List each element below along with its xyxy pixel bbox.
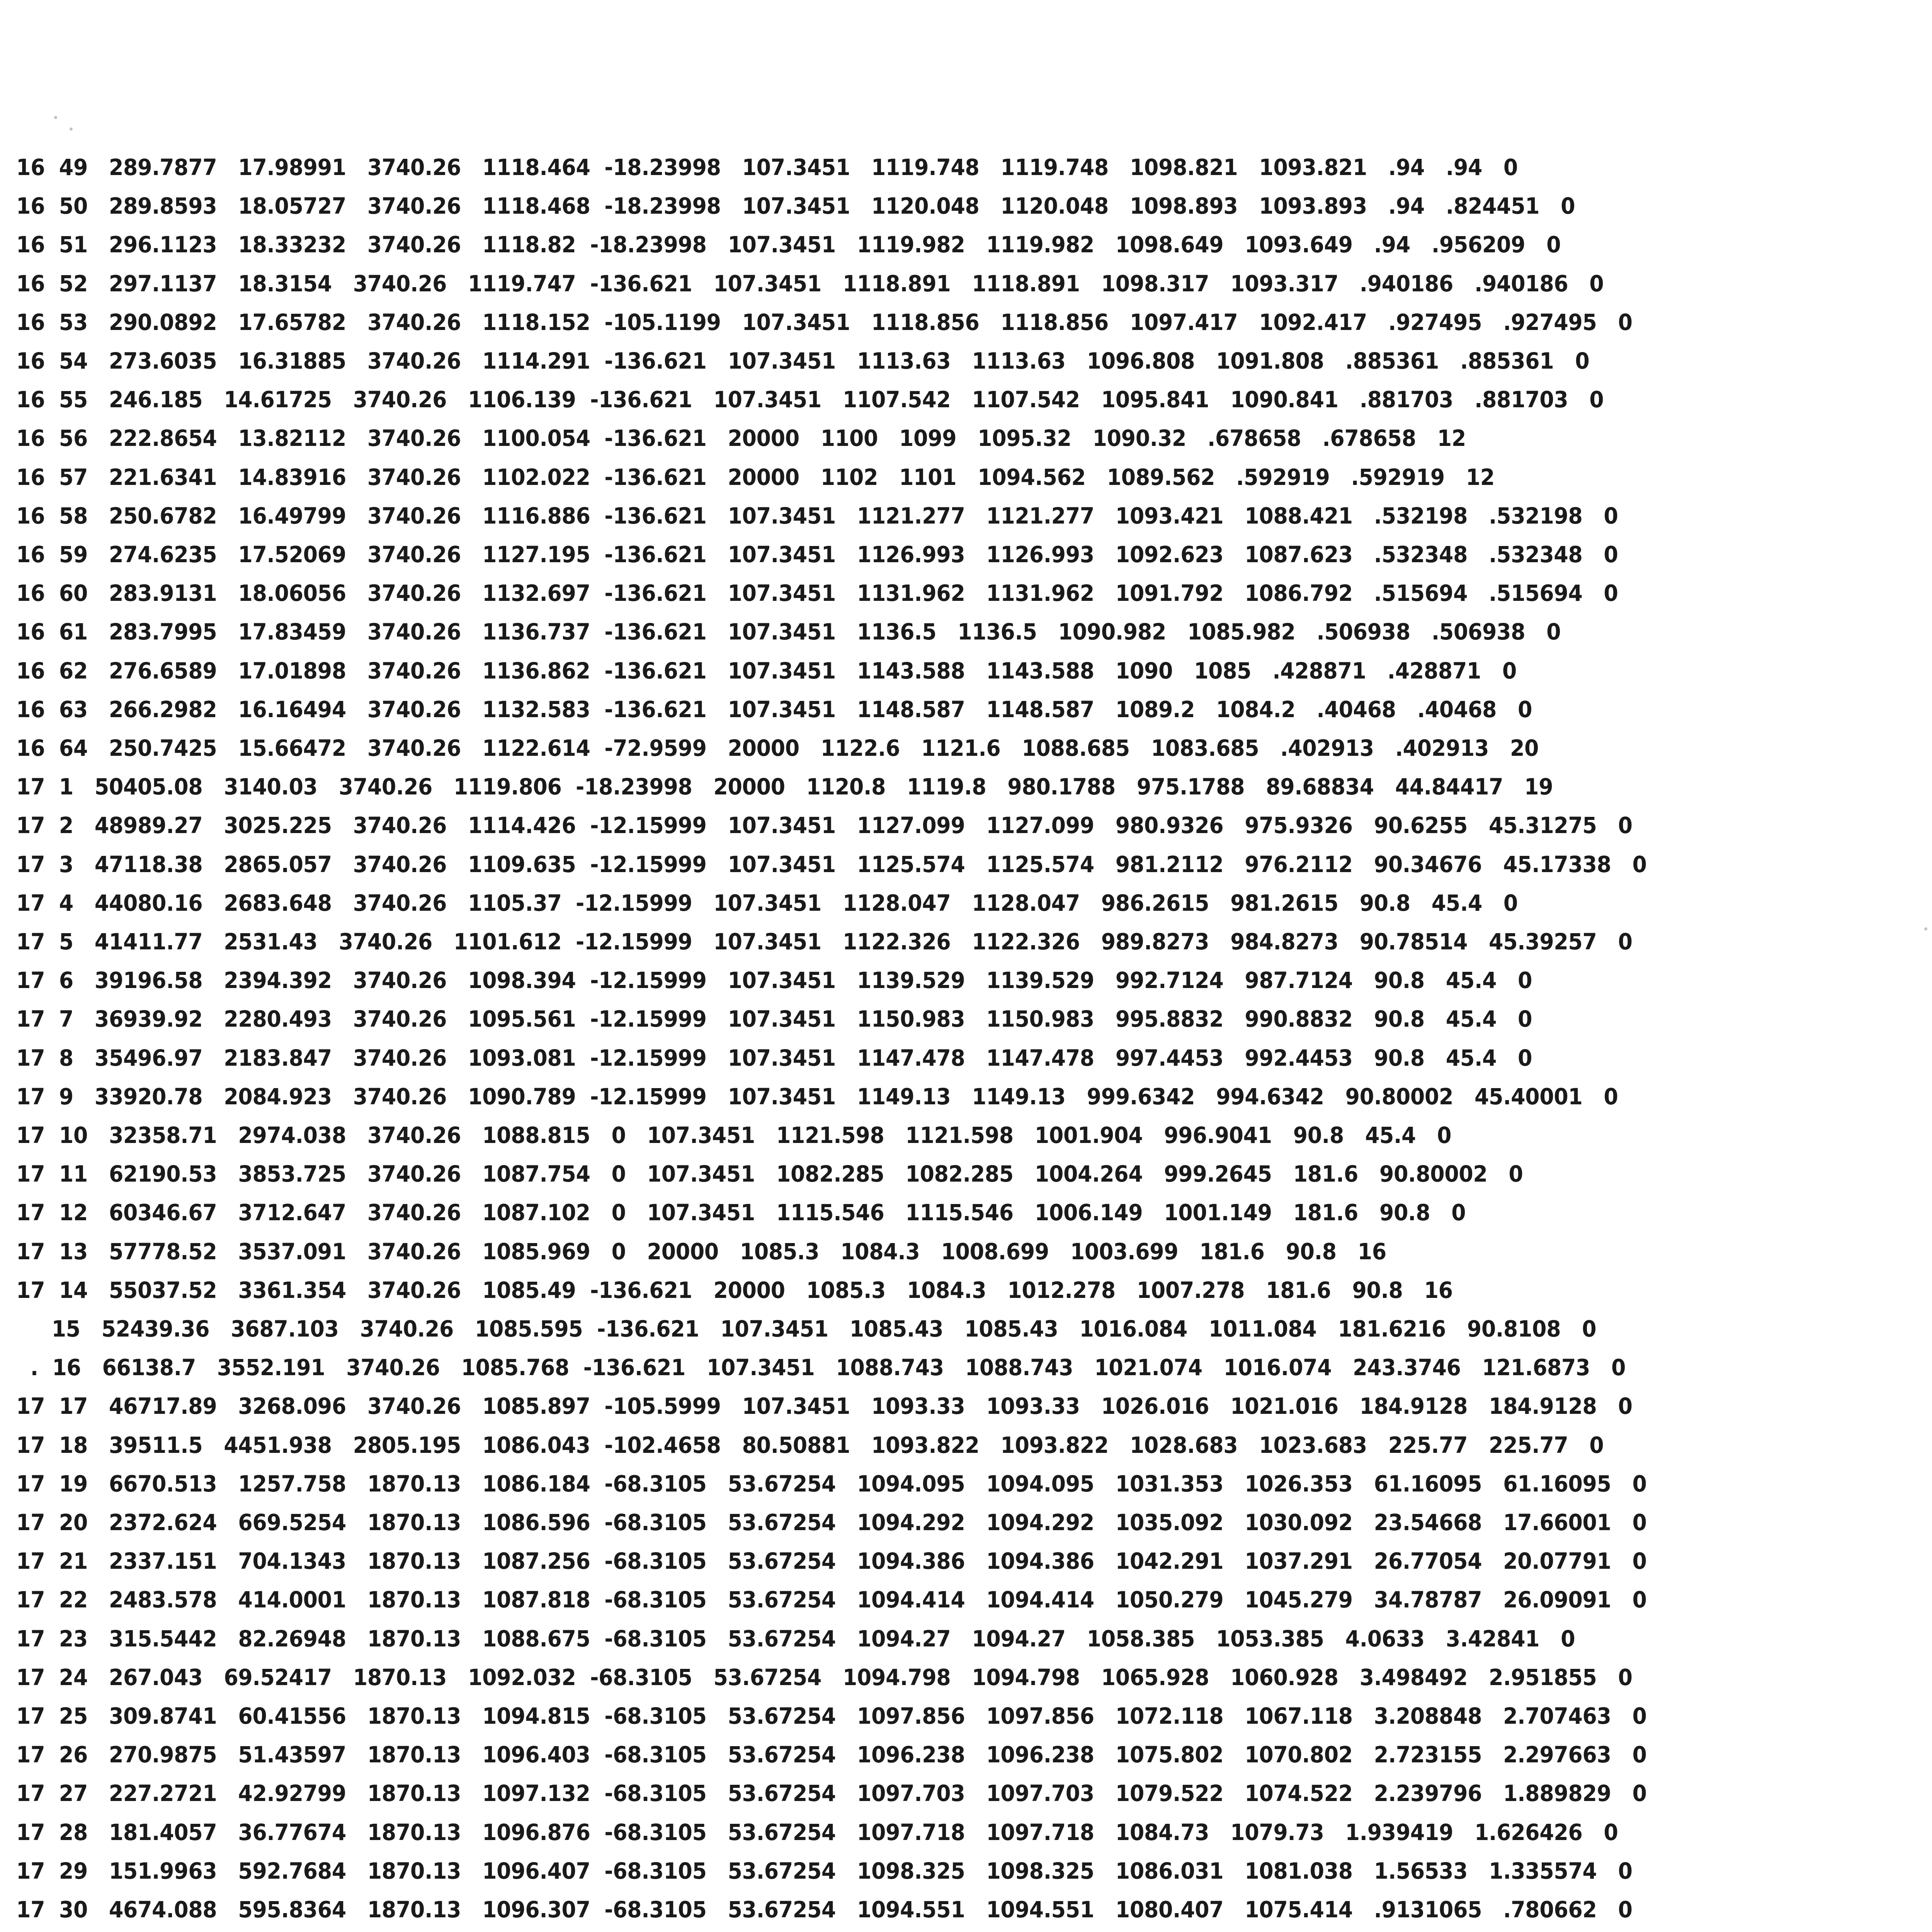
data-row: 16 60 283.9131 18.06056 3740.26 1132.697 -136.621 107.3451 1131.962 1131.962 1091.792 1086.792 .515694 .515694 0 xyxy=(16,580,1618,607)
data-row: 17 1 50405.08 3140.03 3740.26 1119.806 -18.23998 20000 1120.8 1119.8 980.1788 975.1788 89.68834 44.84417 19 xyxy=(16,774,1553,800)
data-row: 17 10 32358.71 2974.038 3740.26 1088.815 0 107.3451 1121.598 1121.598 1001.904 996.9041 90.8 45.4 0 xyxy=(16,1122,1452,1148)
scan-speck xyxy=(1924,927,1927,930)
data-row: 17 21 2337.151 704.1343 1870.13 1087.256 -68.3105 53.67254 1094.386 1094.386 1042.291 1037.291 26.77054 20.07791 0 xyxy=(16,1548,1647,1575)
data-row: 17 4 44080.16 2683.648 3740.26 1105.37 -12.15999 107.3451 1128.047 1128.047 986.2615 981.2615 90.8 45.4 0 xyxy=(16,889,1518,916)
data-row: 16 61 283.7995 17.83459 3740.26 1136.737 -136.621 107.3451 1136.5 1136.5 1090.982 1085.982 .506938 .506938 0 xyxy=(16,619,1561,645)
data-row: 17 25 309.8741 60.41556 1870.13 1094.815 -68.3105 53.67254 1097.856 1097.856 1072.118 1067.118 3.208848 2.707463 0 xyxy=(16,1703,1647,1729)
data-row: 17 3 47118.38 2865.057 3740.26 1109.635 -12.15999 107.3451 1125.574 1125.574 981.2112 976.2112 90.34676 45.17338 0 xyxy=(16,851,1647,878)
scan-speck xyxy=(54,116,57,119)
data-row: 17 26 270.9875 51.43597 1870.13 1096.403 -68.3105 53.67254 1096.238 1096.238 1075.802 1070.802 2.723155 2.297663 0 xyxy=(16,1742,1647,1768)
data-row: 16 57 221.6341 14.83916 3740.26 1102.022 -136.621 20000 1102 1101 1094.562 1089.562 .592919 .592919 12 xyxy=(16,464,1495,490)
data-row: 17 5 41411.77 2531.43 3740.26 1101.612 -12.15999 107.3451 1122.326 1122.326 989.8273 984.8273 90.78514 45.39257 0 xyxy=(16,929,1633,955)
data-row: 17 9 33920.78 2084.923 3740.26 1090.789 -12.15999 107.3451 1149.13 1149.13 999.6342 994.6342 90.80002 45.40001 0 xyxy=(16,1083,1618,1110)
data-row: 17 23 315.5442 82.26948 1870.13 1088.675 -68.3105 53.67254 1094.27 1094.27 1058.385 1053.385 4.0633 3.42841 0 xyxy=(16,1625,1575,1652)
data-row: 17 12 60346.67 3712.647 3740.26 1087.102 0 107.3451 1115.546 1115.546 1006.149 1001.149 181.6 90.8 0 xyxy=(16,1199,1466,1226)
data-row: 17 20 2372.624 669.5254 1870.13 1086.596 -68.3105 53.67254 1094.292 1094.292 1035.092 1030.092 23.54668 17.66001 0 xyxy=(16,1509,1647,1536)
data-row: 17 24 267.043 69.52417 1870.13 1092.032 -68.3105 53.67254 1094.798 1094.798 1065.928 1060.928 3.498492 2.951855 0 xyxy=(16,1664,1633,1690)
data-row: 16 56 222.8654 13.82112 3740.26 1100.054 -136.621 20000 1100 1099 1095.32 1090.32 .678658 .678658 12 xyxy=(16,425,1466,452)
data-row: 17 2 48989.27 3025.225 3740.26 1114.426 -12.15999 107.3451 1127.099 1127.099 980.9326 975.9326 90.6255 45.31275 0 xyxy=(16,812,1633,839)
data-row: 16 58 250.6782 16.49799 3740.26 1116.886 -136.621 107.3451 1121.277 1121.277 1093.421 1088.421 .532198 .532198 0 xyxy=(16,502,1618,529)
data-row: 16 63 266.2982 16.16494 3740.26 1132.583 -136.621 107.3451 1148.587 1148.587 1089.2 1084.2 .40468 .40468 0 xyxy=(16,696,1532,723)
data-row: 16 55 246.185 14.61725 3740.26 1106.139 -136.621 107.3451 1107.542 1107.542 1095.841 1090.841 .881703 .881703 0 xyxy=(16,386,1604,413)
data-row: 16 59 274.6235 17.52069 3740.26 1127.195 -136.621 107.3451 1126.993 1126.993 1092.623 1087.623 .532348 .532348 0 xyxy=(16,541,1618,568)
data-row: 15 52439.36 3687.103 3740.26 1085.595 -136.621 107.3451 1085.43 1085.43 1016.084 1011.084 181.6216 90.8108 0 xyxy=(16,1316,1597,1342)
data-row: 17 28 181.4057 36.77674 1870.13 1096.876 -68.3105 53.67254 1097.718 1097.718 1084.73 1079.73 1.939419 1.626426 0 xyxy=(16,1819,1618,1845)
data-row: 16 52 297.1137 18.3154 3740.26 1119.747 -136.621 107.3451 1118.891 1118.891 1098.317 1093.317 .940186 .940186 0 xyxy=(16,270,1604,297)
data-row: 16 54 273.6035 16.31885 3740.26 1114.291 -136.621 107.3451 1113.63 1113.63 1096.808 1091.808 .885361 .885361 0 xyxy=(16,348,1590,374)
data-row: 17 22 2483.578 414.0001 1870.13 1087.818 -68.3105 53.67254 1094.414 1094.414 1050.279 1045.279 34.78787 26.09091 0 xyxy=(16,1587,1647,1613)
data-row: 17 19 6670.513 1257.758 1870.13 1086.184 -68.3105 53.67254 1094.095 1094.095 1031.353 1026.353 61.16095 61.16095 0 xyxy=(16,1470,1647,1497)
data-row: 16 53 290.0892 17.65782 3740.26 1118.152 -105.1199 107.3451 1118.856 1118.856 1097.417 1092.417 .927495 .927495 0 xyxy=(16,309,1633,335)
data-row: 17 13 57778.52 3537.091 3740.26 1085.969 0 20000 1085.3 1084.3 1008.699 1003.699 181.6 90.8 16 xyxy=(16,1238,1386,1265)
scan-speck xyxy=(70,128,73,131)
data-row: 16 50 289.8593 18.05727 3740.26 1118.468 -18.23998 107.3451 1120.048 1120.048 1098.893 1093.893 .94 .824451 0 xyxy=(16,193,1575,219)
data-row: 17 7 36939.92 2280.493 3740.26 1095.561 -12.15999 107.3451 1150.983 1150.983 995.8832 990.8832 90.8 45.4 0 xyxy=(16,1006,1532,1032)
data-row: 17 17 46717.89 3268.096 3740.26 1085.897 -105.5999 107.3451 1093.33 1093.33 1026.016 1021.016 184.9128 184.9128 0 xyxy=(16,1393,1633,1420)
data-row: 17 14 55037.52 3361.354 3740.26 1085.49 -136.621 20000 1085.3 1084.3 1012.278 1007.278 181.6 90.8 16 xyxy=(16,1277,1453,1303)
data-row: 17 18 39511.5 4451.938 2805.195 1086.043 -102.4658 80.50881 1093.822 1093.822 1028.683 1023.683 225.77 225.77 0 xyxy=(16,1432,1604,1458)
data-row: 16 64 250.7425 15.66472 3740.26 1122.614 -72.9599 20000 1122.6 1121.6 1088.685 1083.685 .402913 .402913 20 xyxy=(16,735,1539,761)
data-row: 16 49 289.7877 17.98991 3740.26 1118.464 -18.23998 107.3451 1119.748 1119.748 1098.821 1093.821 .94 .94 0 xyxy=(16,154,1518,180)
data-row: . 16 66138.7 3552.191 3740.26 1085.768 -136.621 107.3451 1088.743 1088.743 1021.074 1016.074 243.3746 121.6873 0 xyxy=(16,1354,1626,1381)
data-row: 17 29 151.9963 592.7684 1870.13 1096.407 -68.3105 53.67254 1098.325 1098.325 1086.031 1081.038 1.56533 1.335574 0 xyxy=(16,1857,1633,1884)
data-row: 17 6 39196.58 2394.392 3740.26 1098.394 -12.15999 107.3451 1139.529 1139.529 992.7124 987.7124 90.8 45.4 0 xyxy=(16,967,1532,994)
data-row: 17 27 227.2721 42.92799 1870.13 1097.132 -68.3105 53.67254 1097.703 1097.703 1079.522 1074.522 2.239796 1.889829 0 xyxy=(16,1780,1647,1807)
data-row: 17 30 4674.088 595.8364 1870.13 1096.307 -68.3105 53.67254 1094.551 1094.551 1080.407 1075.414 .9131065 .780662 0 xyxy=(16,1896,1633,1923)
data-row: 17 11 62190.53 3853.725 3740.26 1087.754 0 107.3451 1082.285 1082.285 1004.264 999.2645 181.6 90.80002 0 xyxy=(16,1161,1523,1187)
data-row: 16 62 276.6589 17.01898 3740.26 1136.862 -136.621 107.3451 1143.588 1143.588 1090 1085 .428871 .428871 0 xyxy=(16,657,1517,684)
data-row: 17 8 35496.97 2183.847 3740.26 1093.081 -12.15999 107.3451 1147.478 1147.478 997.4453 992.4453 90.8 45.4 0 xyxy=(16,1044,1532,1071)
data-row: 16 51 296.1123 18.33232 3740.26 1118.82 -18.23998 107.3451 1119.982 1119.982 1098.649 1093.649 .94 .956209 0 xyxy=(16,231,1561,258)
